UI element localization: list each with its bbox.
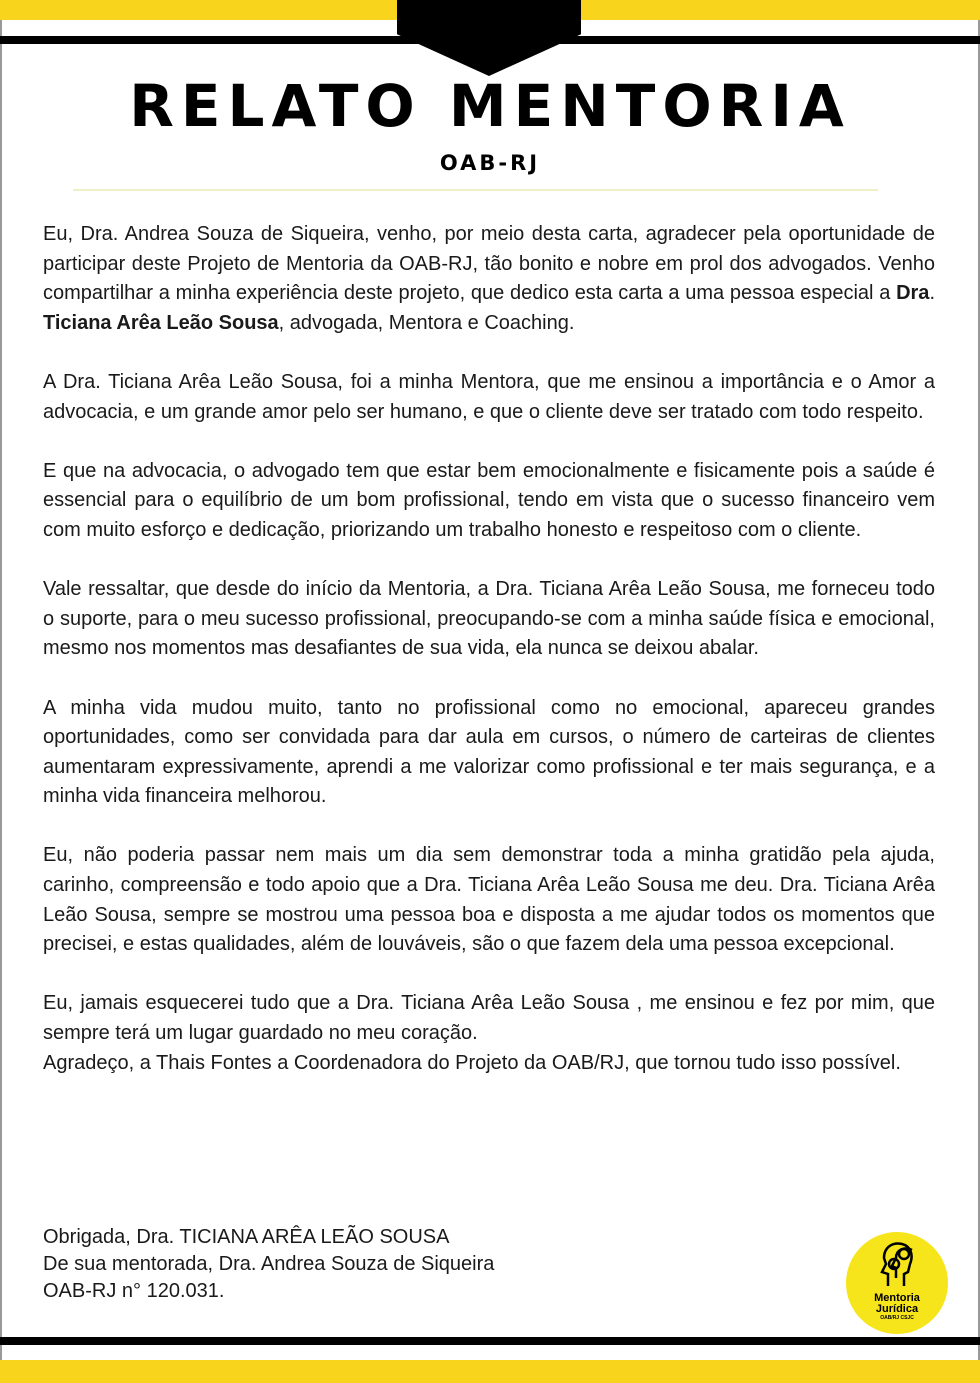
mentoria-juridica-logo: [846, 1232, 948, 1334]
page-subtitle: OAB-RJ: [439, 151, 541, 175]
signature-line: Obrigada, Dra. TICIANA ARÊA LEÃO SOUSA: [43, 1226, 450, 1248]
paragraph: Agradeço, a Thais Fontes a Coordenadora do Projeto da OAB/RJ, que tornou tudo isso possível.: [43, 1051, 901, 1074]
signature-line: OAB-RJ n° 120.031.: [43, 1280, 225, 1302]
bottom-black-line: [0, 1337, 980, 1345]
page-title: RELATO MENTORIA: [129, 72, 851, 140]
paragraph: E que na advocacia, o advogado tem que estar bem emocionalmente e fisicamente pois a saúde é essencial para o equilíbrio de um bom profissional, tendo em vista que o sucesso financeiro vem com muito esforço e dedicação, priorizando um trabalho honesto e respeitoso com o cliente.: [43, 459, 935, 541]
paragraph: Eu, não poderia passar nem mais um dia sem demonstrar toda a minha gratidão pela ajuda, carinho, compreensão e todo apoio que a Dra. Ticiana Arêa Leão Sousa me deu. Dra. Ticiana Arêa Leão Sousa, sempre se mostrou uma pessoa boa e disposta a me ajudar todos os momentos que precisei, e estas qualidades, além de louváveis, são o que fazem dela uma pessoa excepcional.: [43, 844, 935, 956]
bold-text: Dra: [896, 282, 930, 305]
header-pennant: [397, 0, 581, 76]
signature-block: [43, 1224, 494, 1305]
divider: [73, 189, 878, 191]
page-border-left: [0, 0, 2, 1383]
bottom-yellow-bar: [0, 1360, 980, 1383]
heads-gears-icon: [874, 1238, 920, 1288]
text: , advogada, Mentora e Coaching.: [278, 311, 575, 334]
paragraph: A Dra. Ticiana Arêa Leão Sousa, foi a minha Mentora, que me ensinou a importância e o Amor a advocacia, e um grande amor pelo ser humano, e que o cliente deve ser tratado com todo respeito.: [43, 370, 935, 423]
paragraph: Vale ressaltar, que desde do início da Mentoria, a Dra. Ticiana Arêa Leão Sousa, me forneceu todo o suporte, para o meu sucesso profissional, preocupando-se com a minha saúde física e emocional, mesmo nos momentos mas desafiantes de sua vida, ela nunca se deixou abalar.: [43, 578, 935, 660]
logo-subtext: OAB/RJ CSJC: [880, 1315, 914, 1321]
paragraph: A minha vida mudou muito, tanto no profissional como no emocional, apareceu grandes oportunidades, como ser convidada para dar aula em cursos, o número de carteiras de clientes aumentaram expressivamente, aprendi a me valorizar como profissional e ter mais segurança, e a minha vida financeira melhorou.: [43, 696, 935, 808]
text: Eu, Dra. Andrea Souza de Siqueira, venho, por meio desta carta, agradecer pela oportunidade de participar deste Projeto de Mentoria da OAB-RJ, tão bonito e nobre em prol dos advogados. Venho compartilhar a minha experiência deste projeto, que dedico esta carta a uma pessoa especial a: [43, 223, 935, 305]
logo-text: Mentoria: [874, 1292, 920, 1304]
paragraph: [43, 220, 935, 338]
bold-name: Ticiana Arêa Leão Sousa: [43, 311, 279, 334]
letter-body: [43, 220, 935, 1108]
signature-line: De sua mentorada, Dra. Andrea Souza de Siqueira: [43, 1253, 495, 1275]
logo-text: Jurídica: [875, 1303, 919, 1315]
text: .: [929, 282, 935, 305]
paragraph: Eu, jamais esquecerei tudo que a Dra. Ticiana Arêa Leão Sousa , me ensinou e fez por mim, que sempre terá um lugar guardado no meu coração.: [43, 992, 935, 1045]
